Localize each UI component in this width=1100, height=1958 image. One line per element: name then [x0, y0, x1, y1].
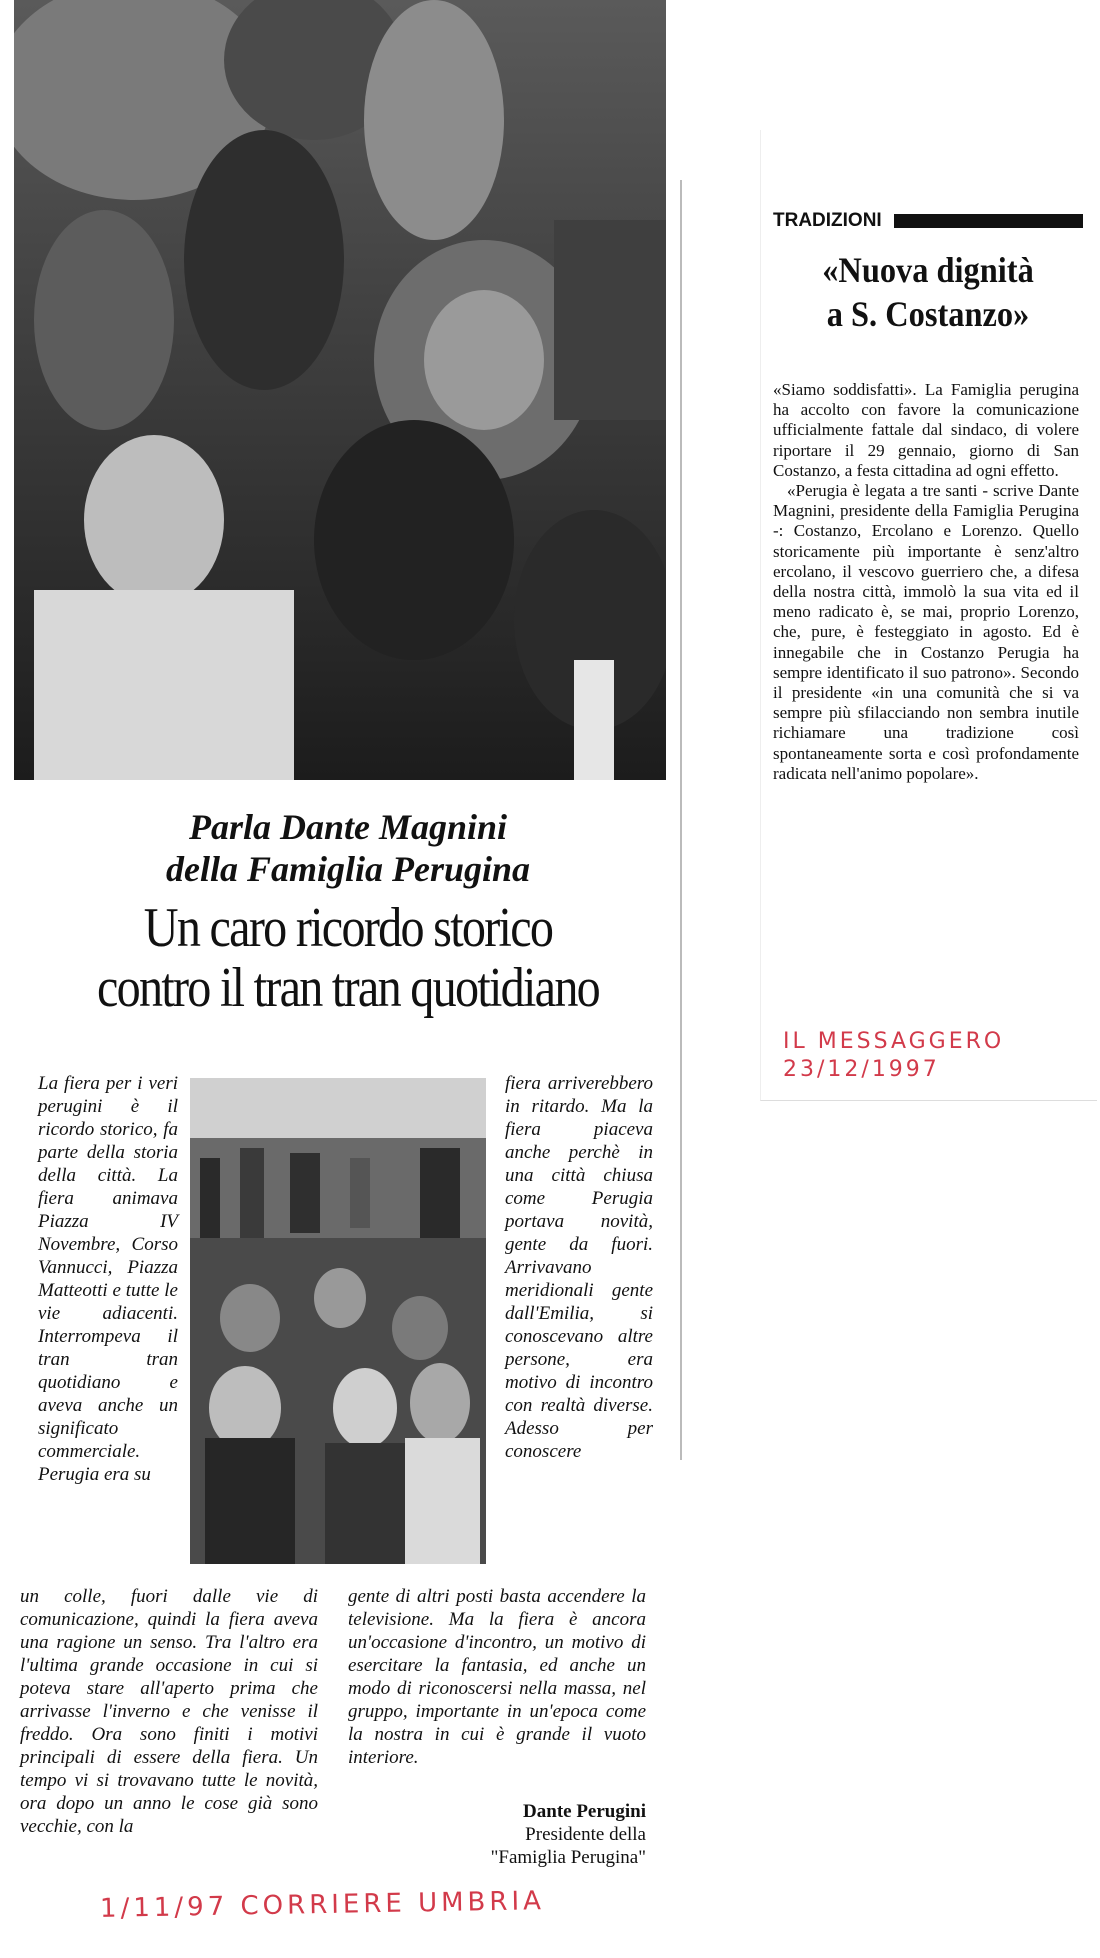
fair-crowd-photo: [190, 1078, 486, 1564]
article-column-c: un colle, fuori dalle vie di comunicazione, quindi la fiera aveva una ragione un senso. Tra l'altro era l'ultima grande occasione in cui si poteva stare all'aperto prima che arrivasse l'inverno e che venisse il freddo. Ora sono finiti i motivi principali di essere della fiera. Un tempo vi si trovavano tutte le novità, ora dopo un anno le cose già sono vecchie, con la: [20, 1586, 318, 1837]
corriere-umbria-clipping: [8, 0, 688, 1880]
article-column-a: La fiera per i veri perugini è il ricordo storico, fa parte della storia della città. La fiera animava Piazza IV Novembre, Corso Vannucci, Piazza Matteotti e tutte le vie adiacenti. Interrompeva il tran tran quotidiano e aveva anche un significato commerciale. Perugia era su: [38, 1073, 178, 1485]
article-column-b: fiera arriverebbero in ritardo. Ma la fiera piaceva anche perchè in una città chiusa come Perugia portava novità, gente da fuori. Arrivavano meridionali gente dall'Emilia, si conoscevano altre persone, era motivo di incontro con realtà diverse. Adesso per conoscere: [505, 1073, 653, 1462]
article-column-d: gente di altri posti basta accendere la televisione. Ma la fiera è ancora un'occasione d'incontro, un motivo di esercitare la fantasia, ed anche un modo di riconoscersi nella massa, nel gruppo, importante in un'epoca come la nostra in cui è grande il vuoto interiore.: [348, 1586, 646, 1768]
signature-org: "Famiglia Perugina": [490, 1847, 646, 1868]
article-title-line-2: a S. Costanzo»: [826, 294, 1030, 334]
handwritten-paper-name: IL MESSAGGERO: [783, 1029, 1005, 1054]
section-rubric: [773, 210, 1083, 232]
rubric-label: TRADIZIONI: [773, 210, 882, 231]
il-messaggero-clipping: [760, 130, 1097, 1101]
signature-role: Presidente della: [525, 1824, 646, 1845]
handwritten-date: 23/12/1997: [783, 1057, 940, 1082]
handwritten-source-date: [783, 1028, 1004, 1084]
article-title-line-1: «Nuova dignità: [822, 250, 1034, 290]
headline-block: [8, 806, 688, 1018]
headline-line-2: contro il tran tran quotidiano: [96, 957, 600, 1019]
fair-balloons-photo: [14, 0, 666, 780]
article-paragraph-2: «Perugia è legata a tre santi - scrive Dante Magnini, presidente della Famiglia Perugina -: Costanzo, Ercolano e Lorenzo. Quello storicamente più importante è senz'altro ercolano, il vescovo guerriero che, a difesa della nostra città, immolò la sua vita ed il meno radicato è, se mai, proprio Lorenzo, che, pure, è festeggiato in agosto. Ed è innegabile che in Costanzo Perugia ha sempre identificato il suo patrono». Secondo il presidente «in una comunità che si va sempre più sfilacciando non sembra inutile richiamare una tradizione così spontaneamente sorta e così profondamente radicata nell'animo popolare».: [773, 481, 1079, 783]
subheadline-line-2: della Famiglia Perugina: [165, 849, 531, 889]
rubric-bar: [894, 214, 1083, 228]
signature-name: Dante Perugini: [523, 1801, 646, 1822]
subheadline-line-1: Parla Dante Magnini: [188, 807, 508, 847]
article-paragraph-1: «Siamo soddisfatti». La Famiglia perugina ha accolto con favore la comunicazione ufficialmente fattale dal sindaco, di volere riportare il 29 gennaio, giorno di San Costanzo, a festa cittadina ad ogni effetto.: [773, 380, 1079, 480]
signature-block: [398, 1800, 646, 1869]
handwritten-source-note: 1/11/97 CORRIERE UMBRIA: [99, 1886, 546, 1924]
headline-line-1: Un caro ricordo storico: [143, 897, 553, 959]
column-divider: [680, 180, 682, 1460]
article-title: [789, 248, 1068, 336]
article-body: [773, 380, 1079, 784]
